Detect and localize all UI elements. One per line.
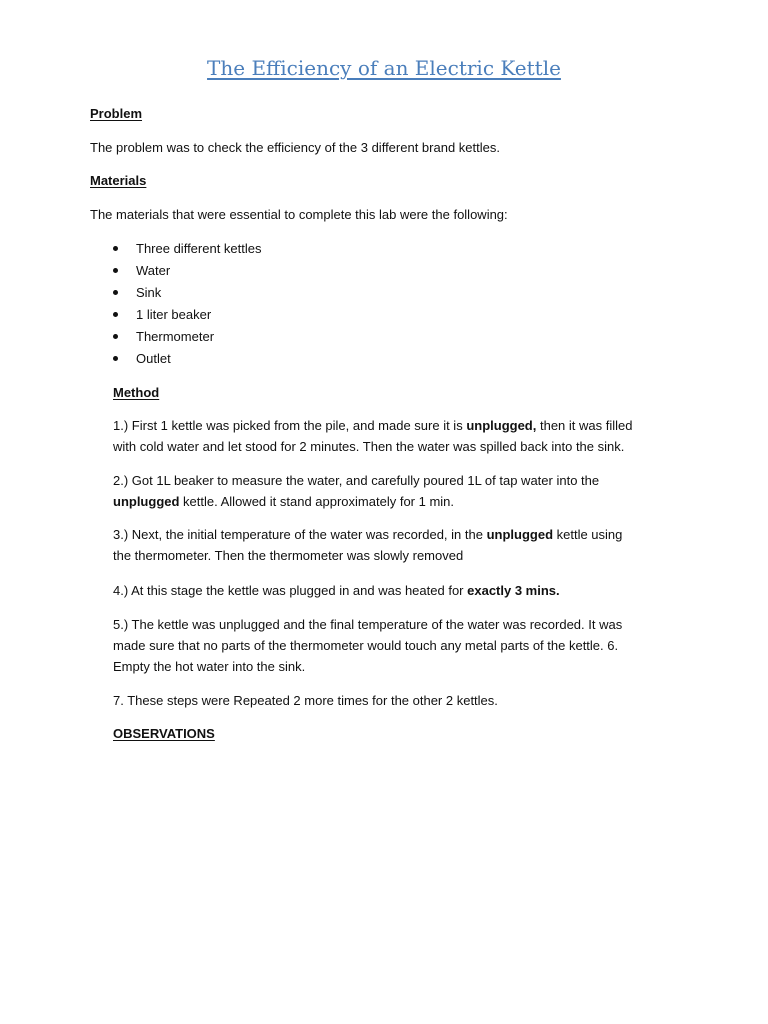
bullet-icon <box>113 356 118 361</box>
list-item: Three different kettles <box>112 238 262 260</box>
list-item: Sink <box>112 282 262 304</box>
materials-list <box>112 238 262 370</box>
bullet-icon <box>113 312 118 317</box>
document-title: The Efficiency of an Electric Kettle <box>207 56 561 80</box>
problem-heading: Problem <box>90 106 143 121</box>
bullet-icon <box>113 246 118 251</box>
method-heading: Method <box>113 385 160 400</box>
problem-text: The problem was to check the efficiency of the 3 different brand kettles. <box>90 140 500 155</box>
materials-heading: Materials <box>90 173 147 188</box>
method-step-1: 1.) First 1 kettle was picked from the pile, and made sure it is unplugged, then it was filled with cold water and let stood for 2 minutes. Then the water was spilled back into the sink. <box>113 418 633 454</box>
list-item: Outlet <box>112 348 262 370</box>
method-step-7: 7. These steps were Repeated 2 more times for the other 2 kettles. <box>113 693 498 708</box>
method-step-5: 5.) The kettle was unplugged and the final temperature of the water was recorded. It was made sure that no parts of the thermometer would touch any metal parts of the kettle. 6. Empty the hot water into the sink. <box>113 617 623 674</box>
bullet-icon <box>113 268 118 273</box>
bullet-icon <box>113 290 118 295</box>
method-step-2: 2.) Got 1L beaker to measure the water, and carefully poured 1L of tap water into the unplugged kettle. Allowed it stand approximately for 1 min. <box>113 473 600 509</box>
method-step-3: 3.) Next, the initial temperature of the water was recorded, in the unplugged kettle using the thermometer. Then the thermometer was slowly removed <box>113 527 623 563</box>
list-item: Water <box>112 260 262 282</box>
list-item: Thermometer <box>112 326 262 348</box>
list-item: 1 liter beaker <box>112 304 262 326</box>
materials-intro: The materials that were essential to complete this lab were the following: <box>90 207 508 222</box>
method-step-4: 4.) At this stage the kettle was plugged in and was heated for exactly 3 mins. <box>113 583 560 598</box>
bullet-icon <box>113 334 118 339</box>
observations-heading: OBSERVATIONS <box>113 726 215 741</box>
